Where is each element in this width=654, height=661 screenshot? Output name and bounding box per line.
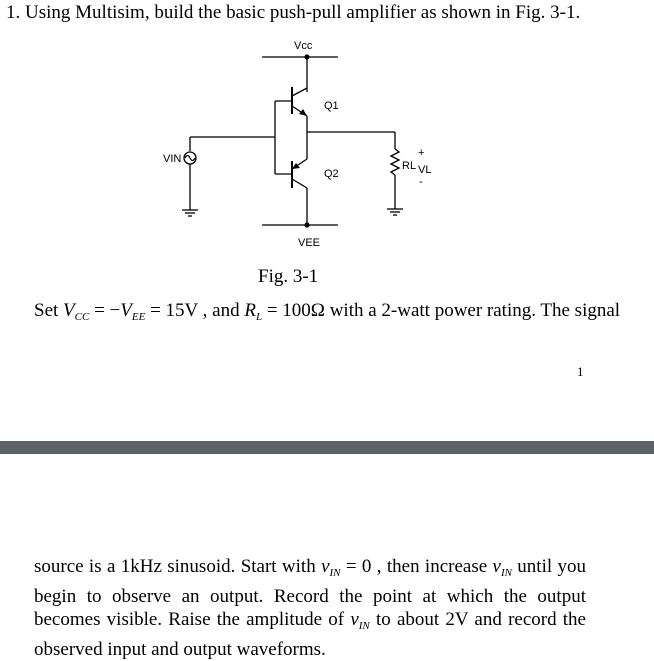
figure-caption: Fig. 3-1	[258, 266, 319, 287]
set-tail: with a 2-watt power rating. The signal	[324, 300, 621, 321]
var-v: v	[321, 556, 330, 577]
push-pull-circuit-diagram	[150, 32, 432, 264]
set-lead: Set	[34, 300, 59, 321]
continued-paragraph	[34, 555, 586, 661]
sub-ee: EE	[131, 311, 146, 323]
vl-label: VL	[418, 164, 432, 176]
var-r: R	[244, 300, 256, 321]
eq-15v: = 15V	[145, 300, 198, 321]
set-conditions-line	[34, 300, 620, 323]
para-part-4: to about 2V and record the observed input and output waveforms.	[34, 609, 586, 660]
page-number: 1	[577, 364, 584, 379]
vcc-label: Vcc	[294, 40, 313, 52]
q1-emitter-arrow	[299, 109, 307, 116]
sine-icon	[185, 156, 195, 161]
page-separator	[0, 441, 654, 454]
sub-in: IN	[358, 620, 370, 632]
q2-collector	[292, 179, 307, 188]
eq-100-ohm: = 100Ω	[262, 300, 325, 321]
para-part-1: source is a 1kHz sinusoid. Start with	[34, 556, 322, 577]
question-heading	[6, 2, 580, 24]
var-v: v	[492, 556, 501, 577]
sub-in: IN	[329, 567, 341, 579]
vl-minus-sign: -	[419, 176, 423, 188]
para-part-3: until you begin to observe an output. Record the point at which the output becomes visible. Raise the amplitude of	[34, 556, 586, 630]
para-part-2: = 0 , then increase	[340, 556, 493, 577]
rl-resistor-symbol	[391, 149, 399, 175]
eq-neg: = −	[89, 300, 121, 321]
sub-in: IN	[500, 567, 512, 579]
question-number: 1.	[6, 2, 21, 23]
vl-plus-sign: +	[418, 147, 425, 159]
q2-label: Q2	[324, 168, 339, 180]
var-v: v	[350, 609, 359, 630]
vin-label: VIN	[163, 153, 182, 165]
q1-label: Q1	[324, 100, 339, 112]
sub-l: L	[255, 311, 263, 323]
rl-label: RL	[402, 160, 417, 172]
question-text: Using Multisim, build the basic push-pull amplifier as shown in Fig. 3-1.	[25, 2, 581, 23]
vee-label: VEE	[298, 237, 321, 249]
var-v: V	[63, 300, 75, 321]
vee-node-dot	[304, 222, 309, 227]
comma-and: , and	[197, 300, 245, 321]
vcc-node-dot	[304, 54, 309, 59]
var-v: V	[120, 300, 132, 321]
sub-cc: CC	[74, 311, 90, 323]
q1-collector	[292, 88, 307, 96]
